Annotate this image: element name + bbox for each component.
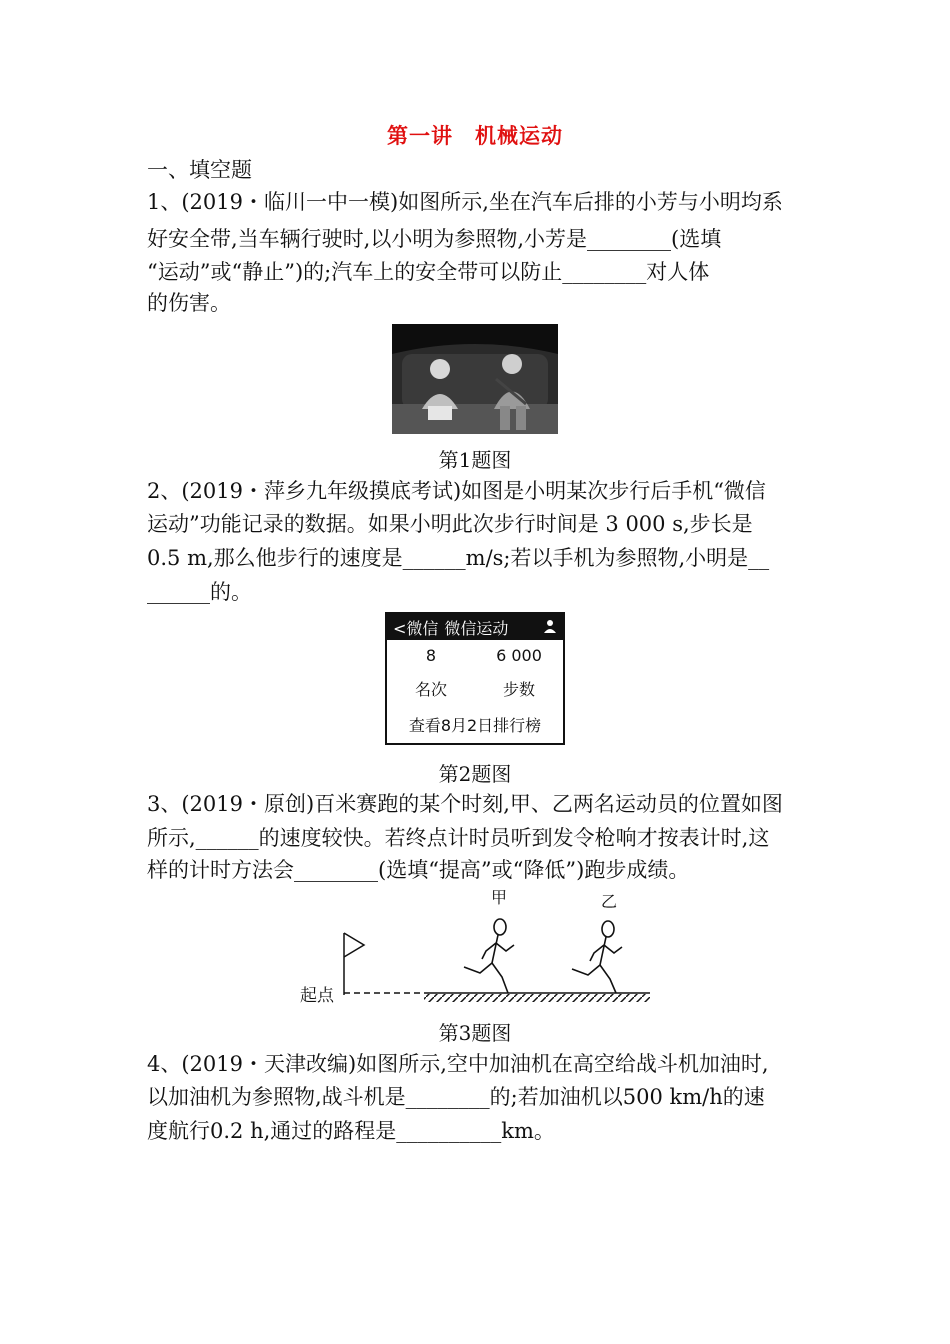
q2-line-1: 2、(2019・萍乡九年级摸底考试)如图是小明某次步行后手机“微信	[147, 479, 766, 503]
race-diagram	[298, 885, 658, 1010]
person-icon[interactable]	[543, 618, 557, 637]
figure-3-caption: 第3题图	[438, 1021, 512, 1045]
q3-line-1: 3、(2019・原创)百米赛跑的某个时刻,甲、乙两名运动员的位置如图	[147, 792, 783, 816]
q3-line-3: 样的计时方法会________(选填“提高”或“降低”)跑步成绩。	[147, 858, 690, 882]
steps-label: 步数	[502, 680, 535, 699]
ground-hatch	[424, 994, 650, 1002]
q1-line-4: 的伤害。	[147, 291, 231, 315]
back-link[interactable]: <微信	[393, 618, 439, 638]
wechat-header	[387, 614, 563, 640]
steps-value: 6 000	[496, 646, 542, 665]
page-title: 第一讲 机械运动	[387, 123, 563, 148]
q2-line-4: ______的。	[147, 580, 252, 604]
q4-line-2: 以加油机为参照物,战斗机是________的;若加油机以500 km/h的速	[147, 1085, 765, 1109]
q4-line-3: 度航行0.2 h,通过的路程是__________km。	[147, 1119, 555, 1143]
figure-2-caption: 第2题图	[438, 762, 512, 786]
car-rear-seat-photo	[392, 324, 558, 434]
q2-line-2: 运动”功能记录的数据。如果小明此次步行时间是 3 000 s,步长是	[147, 512, 753, 536]
runner-b-label: 乙	[601, 892, 618, 911]
runner-a-label: 甲	[491, 888, 508, 907]
q1-line-1: 1、(2019・临川一中一模)如图所示,坐在汽车后排的小芳与小明均系	[147, 190, 783, 214]
rank-label: 名次	[414, 680, 447, 699]
start-label: 起点	[300, 986, 334, 1006]
rank-value: 8	[425, 646, 437, 665]
q3-line-2: 所示,______的速度较快。若终点计时员听到发令枪响才按表计时,这	[147, 826, 770, 850]
runner-b-figure	[572, 921, 622, 993]
wechat-header-title: 微信运动	[444, 618, 509, 638]
q1-line-3: “运动”或“静止”)的;汽车上的安全带可以防止________对人体	[147, 260, 710, 284]
wechat-sport-screen	[385, 612, 565, 745]
q1-line-2: 好安全带,当车辆行驶时,以小明为参照物,小芳是________(选填	[147, 227, 722, 251]
runner-a-figure	[464, 919, 514, 993]
q2-line-3: 0.5 m,那么他步行的速度是______m/s;若以手机为参照物,小明是__	[147, 546, 770, 570]
leaderboard-link[interactable]: 查看8月2日排行榜	[408, 716, 542, 735]
q4-line-1: 4、(2019・天津改编)如图所示,空中加油机在高空给战斗机加油时,	[147, 1052, 769, 1076]
figure-1-caption: 第1题图	[438, 448, 512, 472]
flag-icon	[344, 933, 364, 957]
section-heading: 一、填空题	[147, 158, 252, 182]
